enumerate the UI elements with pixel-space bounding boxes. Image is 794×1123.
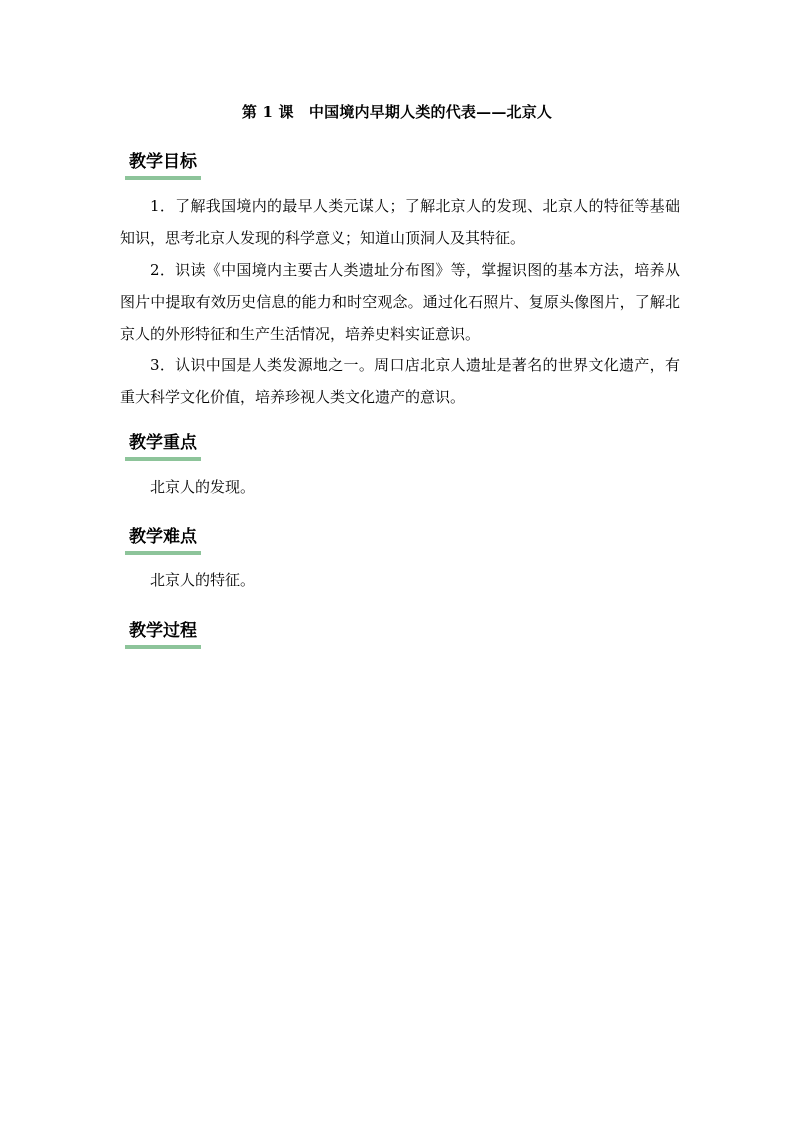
- difficulty-text: 北京人的特征。: [150, 571, 256, 589]
- section-heading-process: 教学过程: [125, 619, 201, 649]
- goal-item-1: 1．了解我国境内的最早人类元谋人；了解北京人的发现、北京人的特征等基础知识，思考北京人发现的科学意义；知道山顶洞人及其特征。: [120, 197, 680, 247]
- key-point-text: 北京人的发现。: [150, 478, 256, 496]
- goal-item-2: 2．识读《中国境内主要古人类遗址分布图》等，掌握识图的基本方法，培养从图片中提取有效历史信息的能力和时空观念。通过化石照片、复原头像图片，了解北京人的外形特征和生产生活情况，培养史料实证意识。: [120, 261, 680, 343]
- goal-item-3: 3．认识中国是人类发源地之一。周口店北京人遗址是著名的世界文化遗产，有重大科学文化价值，培养珍视人类文化遗产的意识。: [120, 356, 680, 406]
- section-heading-goals: 教学目标: [125, 150, 201, 180]
- page-title: 第 1 课 中国境内早期人类的代表——北京人: [241, 103, 553, 121]
- section-heading-key-point: 教学重点: [125, 431, 201, 461]
- section-heading-difficulty: 教学难点: [125, 525, 201, 555]
